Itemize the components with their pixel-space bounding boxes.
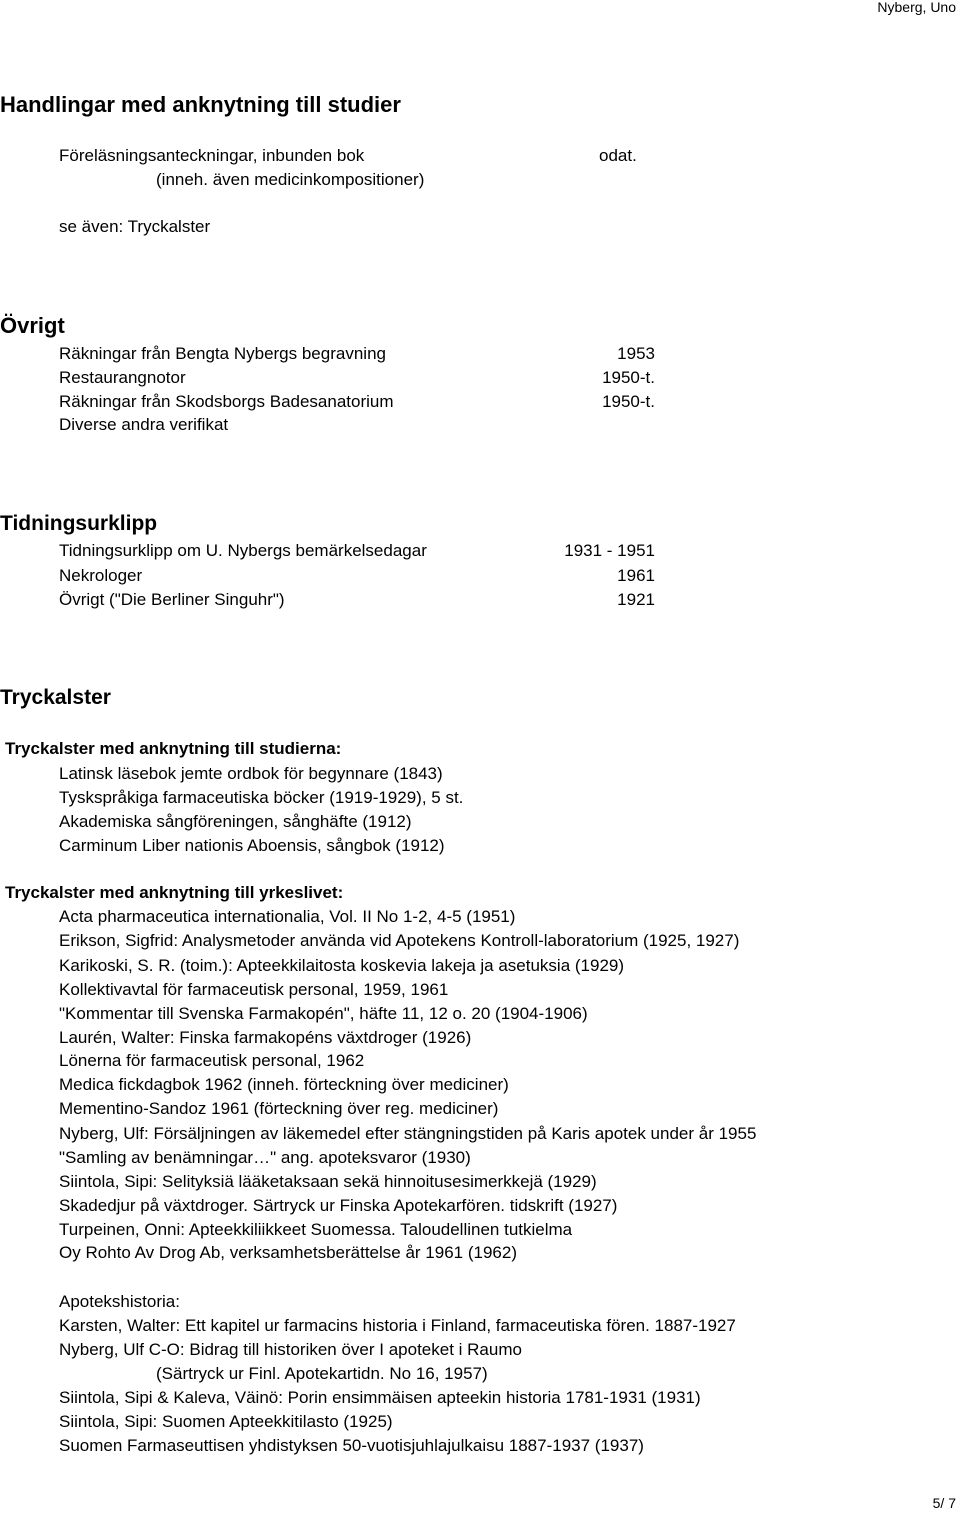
tryck-yrke-item: Skadedjur på växtdroger. Särtryck ur Finska Apotekarfören. tidskrift (1927) [59, 1196, 618, 1215]
tryck-hist-item: Siintola, Sipi: Suomen Apteekkitilasto (1925) [59, 1412, 393, 1431]
studier-item-1-line-1: Föreläsningsanteckningar, inbunden bok [59, 146, 365, 165]
section-title-tidning: Tidningsurklipp [0, 512, 158, 535]
tryck-yrke-item: Medica fickdagbok 1962 (inneh. förteckning över mediciner) [59, 1075, 509, 1094]
tryck-hist-item: Karsten, Walter: Ett kapitel ur farmacins historia i Finland, farmaceutiska fören. 1887-1927 [59, 1316, 736, 1335]
ovrigt-item-text: Diverse andra verifikat [59, 415, 229, 434]
tryck-hist-item: Siintola, Sipi & Kaleva, Väinö: Porin ensimmäisen apteekin historia 1781-1931 (1931) [59, 1388, 701, 1407]
section-title-ovrigt: Övrigt [0, 313, 65, 338]
ovrigt-item-text: Räkningar från Skodsborgs Badesanatorium [59, 392, 394, 411]
tryck-hist-heading: Apotekshistoria: [59, 1292, 180, 1311]
ovrigt-item-date: 1950-t. [602, 392, 655, 411]
tryck-hist-item: Nyberg, Ulf C-O: Bidrag till historiken över I apoteket i Raumo [59, 1340, 522, 1359]
tryck-yrke-item: Nyberg, Ulf: Försäljningen av läkemedel efter stängningstiden på Karis apotek under år 1955 [59, 1124, 757, 1143]
tryck-yrke-item: Siintola, Sipi: Selityksiä lääketaksaan sekä hinnoitusesimerkkejä (1929) [59, 1172, 597, 1191]
tryck-studier-heading: Tryckalster med anknytning till studierna: [5, 739, 342, 758]
tidning-item-date: 1961 [617, 566, 655, 585]
tryck-yrke-item: "Samling av benämningar…" ang. apoteksvaror (1930) [59, 1148, 471, 1167]
tryck-yrke-item: "Kommentar till Svenska Farmakopén", häfte 11, 12 o. 20 (1904-1906) [59, 1004, 588, 1023]
tryck-yrke-item: Karikoski, S. R. (toim.): Apteekkilaitosta koskevia lakeja ja asetuksia (1929) [59, 956, 625, 975]
tryck-yrke-item: Lönerna för farmaceutisk personal, 1962 [59, 1051, 365, 1070]
ovrigt-item-date: 1950-t. [602, 368, 655, 387]
ovrigt-item-date: 1953 [617, 344, 655, 363]
tryck-studier-item: Latinsk läsebok jemte ordbok för begynnare (1843) [59, 764, 443, 783]
tidning-item-text: Nekrologer [59, 566, 143, 585]
tryck-yrke-item: Acta pharmaceutica internationalia, Vol. II No 1-2, 4-5 (1951) [59, 907, 516, 926]
tryck-hist-item: Suomen Farmaseuttisen yhdistyksen 50-vuotisjuhlajulkaisu 1887-1937 (1937) [59, 1436, 644, 1455]
tryck-yrke-item: Laurén, Walter: Finska farmakopéns växtdroger (1926) [59, 1028, 472, 1047]
tidning-item-text: Övrigt ("Die Berliner Singuhr") [59, 590, 285, 609]
tryck-hist-item: (Särtryck ur Finl. Apotekartidn. No 16, 1957) [156, 1364, 488, 1383]
tryck-yrke-item: Mementino-Sandoz 1961 (förteckning över reg. mediciner) [59, 1099, 499, 1118]
tryck-yrke-item: Kollektivavtal för farmaceutisk personal, 1959, 1961 [59, 980, 449, 999]
section-title-tryck: Tryckalster [0, 686, 111, 709]
studier-item-1-date: odat. [599, 146, 637, 165]
tryck-studier-item: Carminum Liber nationis Aboensis, sångbok (1912) [59, 836, 445, 855]
studier-see-also: se även: Tryckalster [59, 217, 211, 236]
tryck-yrke-item: Turpeinen, Onni: Apteekkiliikkeet Suomessa. Taloudellinen tutkielma [59, 1220, 573, 1239]
tryck-yrke-item: Erikson, Sigfrid: Analysmetoder använda vid Apotekens Kontroll-laboratorium (1925, 1927) [59, 931, 740, 950]
tryck-studier-item: Akademiska sångföreningen, sånghäfte (1912) [59, 812, 412, 831]
ovrigt-item-text: Räkningar från Bengta Nybergs begravning [59, 344, 386, 363]
tidning-item-date: 1921 [617, 590, 655, 609]
studier-item-1-line-2: (inneh. även medicinkompositioner) [156, 170, 425, 189]
tryck-yrke-item: Oy Rohto Av Drog Ab, verksamhetsberättelse år 1961 (1962) [59, 1243, 517, 1262]
tidning-item-date: 1931 - 1951 [564, 541, 655, 560]
tidning-item-text: Tidningsurklipp om U. Nybergs bemärkelsedagar [59, 541, 427, 560]
tryck-yrke-heading: Tryckalster med anknytning till yrkeslivet: [5, 883, 344, 902]
tryck-studier-item: Tyskspråkiga farmaceutiska böcker (1919-1929), 5 st. [59, 788, 464, 807]
section-title-studier: Handlingar med anknytning till studier [0, 92, 401, 117]
page-number: 5/ 7 [932, 1495, 956, 1511]
page-header-author: Nyberg, Uno [877, 0, 956, 15]
ovrigt-item-text: Restaurangnotor [59, 368, 186, 387]
